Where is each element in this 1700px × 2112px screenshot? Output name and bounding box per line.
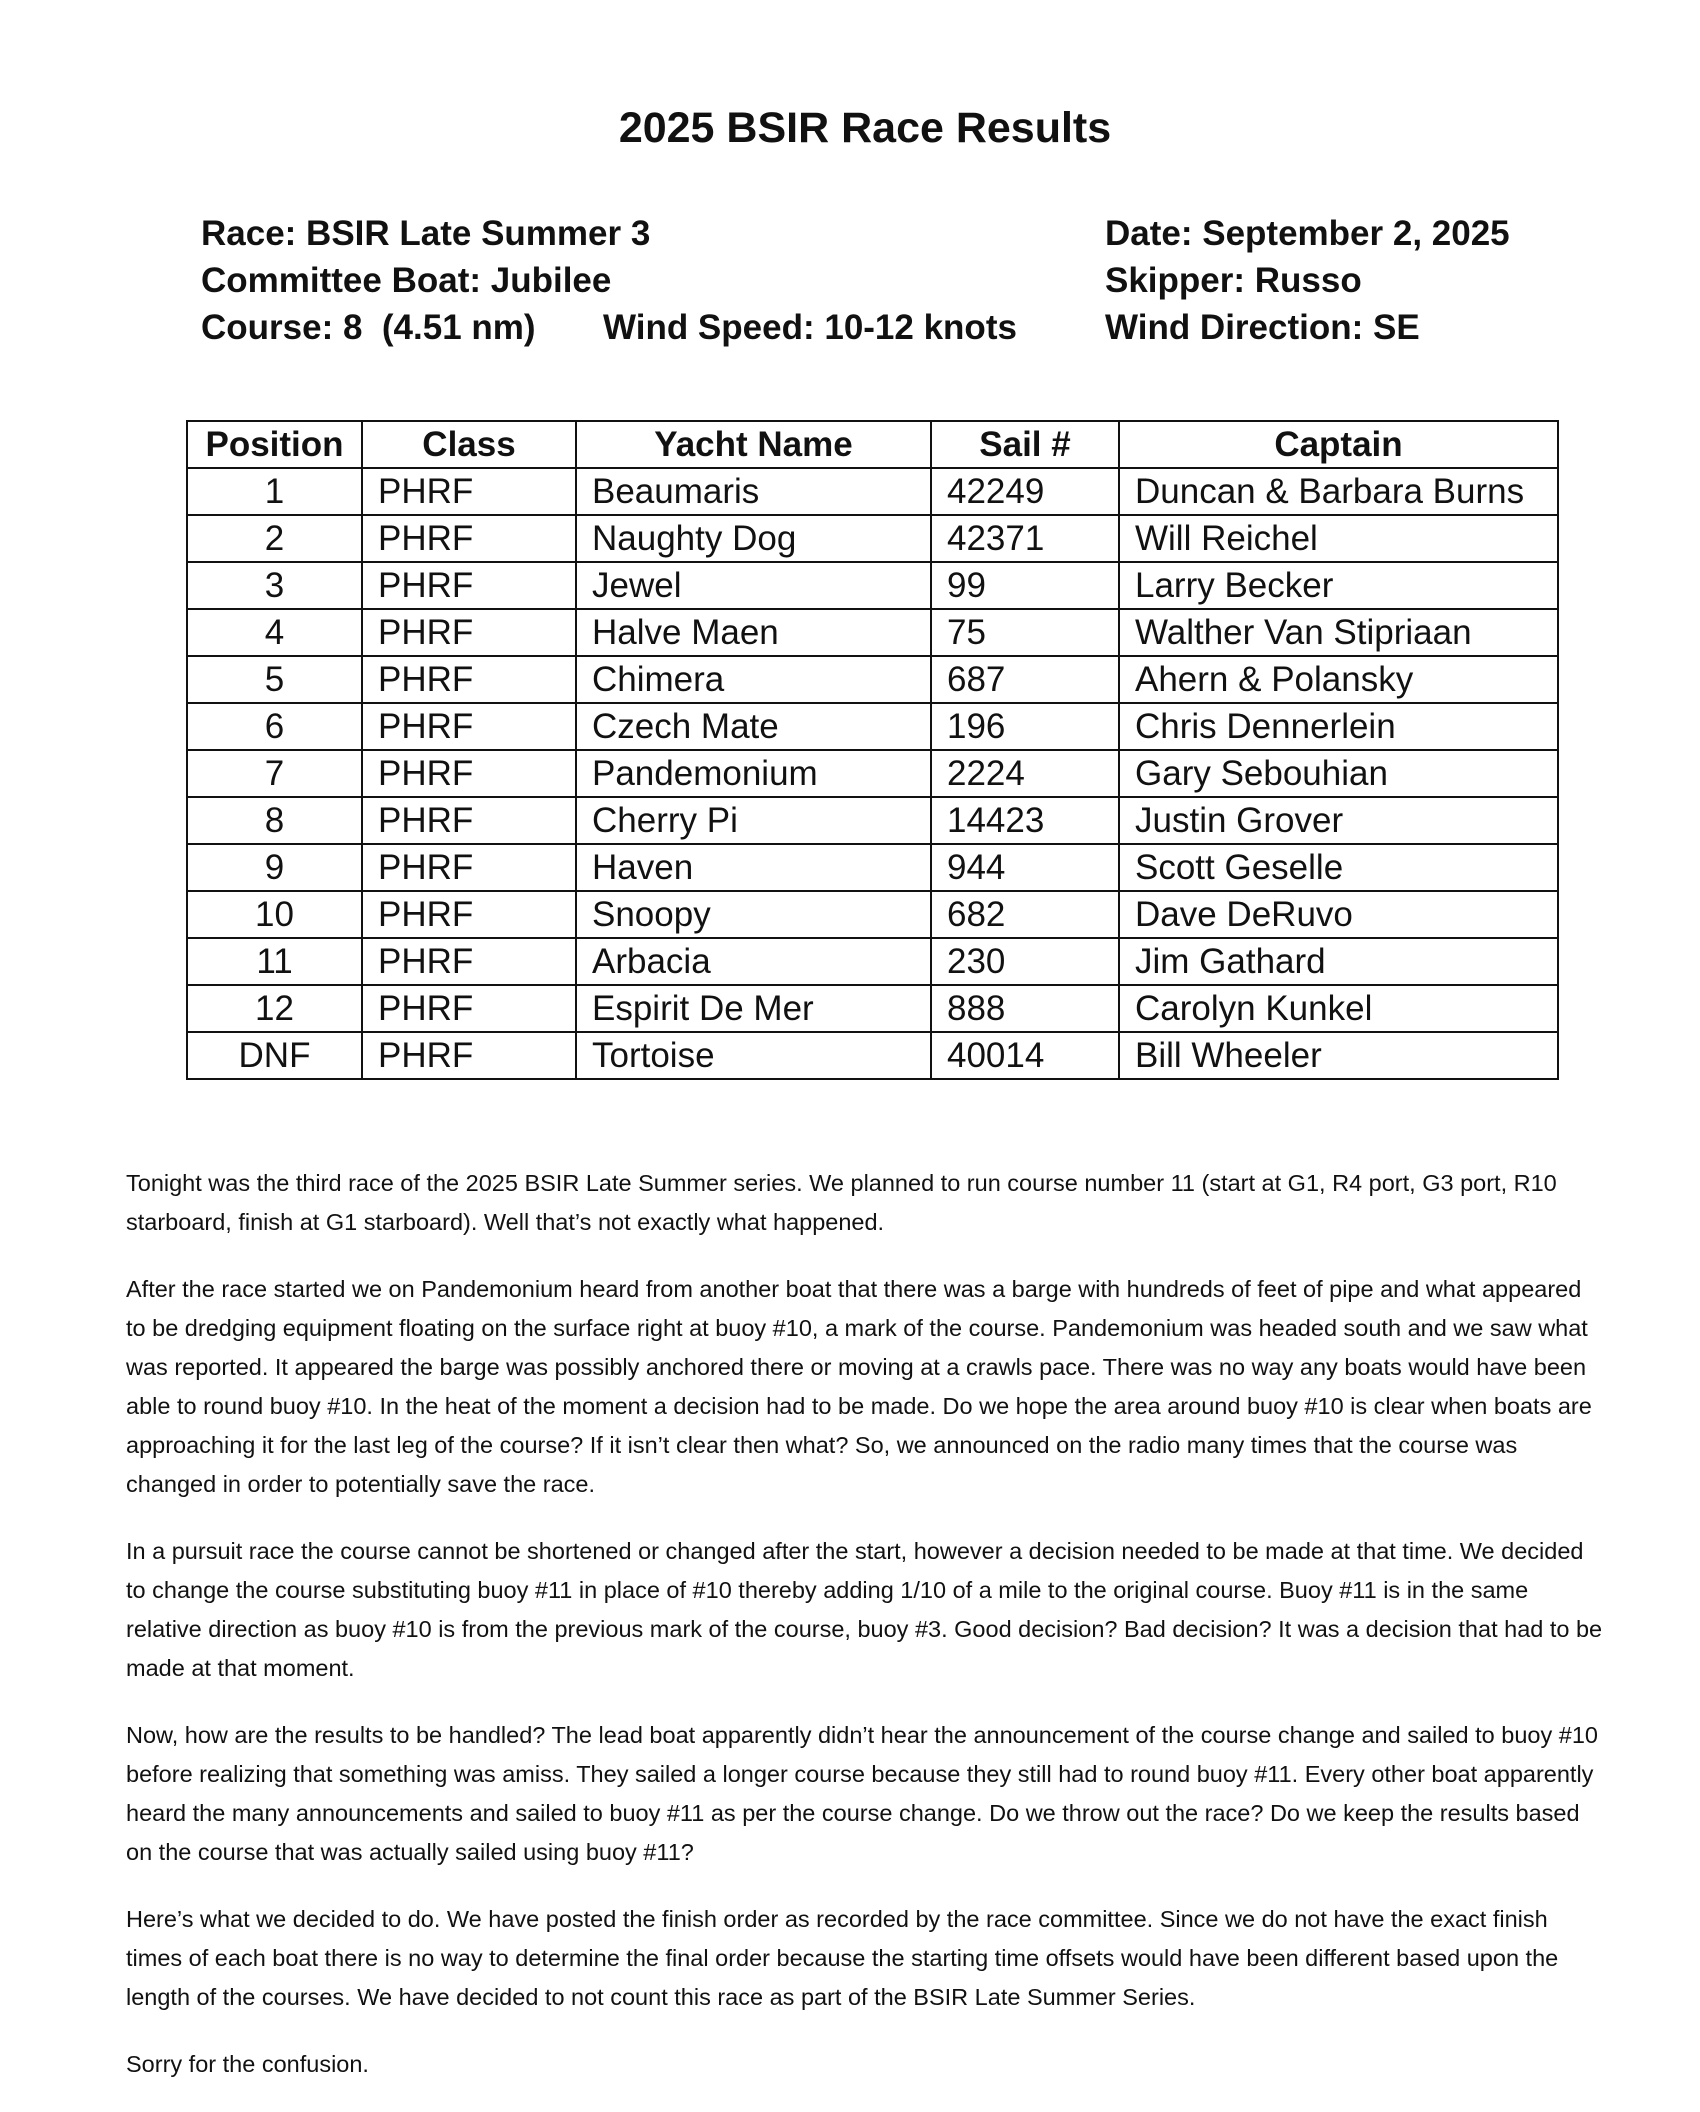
table-row <box>187 844 1558 891</box>
cell-yacht-name: Chimera <box>576 656 931 703</box>
cell-position: 11 <box>187 938 362 985</box>
cell-sail-number: 687 <box>931 656 1119 703</box>
committee-boat: Committee Boat: Jubilee <box>201 261 612 300</box>
cell-captain: Will Reichel <box>1119 515 1558 562</box>
note-paragraph: In a pursuit race the course cannot be shortened or changed after the start, however a decision needed to be made at that time. We decided to change the course substituting buoy #11 in place of #10 thereby adding 1/10 of a mile to the original course. Buoy #11 is in the same relative direction as buoy #10 is from the previous mark of the course, buoy #3. Good decision? Bad decision? It was a decision that had to be made at that moment. <box>126 1538 1603 1681</box>
results-body <box>187 468 1558 1079</box>
header-yacht-name: Yacht Name <box>576 421 931 468</box>
wind-speed: Wind Speed: 10-12 knots <box>603 308 1017 347</box>
cell-class: PHRF <box>362 891 576 938</box>
cell-position: 9 <box>187 844 362 891</box>
page-title: 2025 BSIR Race Results <box>618 104 1112 152</box>
cell-yacht-name: Jewel <box>576 562 931 609</box>
results-table <box>186 420 1559 1080</box>
cell-captain: Larry Becker <box>1119 562 1558 609</box>
cell-position: 7 <box>187 750 362 797</box>
note-paragraph: Tonight was the third race of the 2025 BSIR Late Summer series. We planned to run course number 11 (start at G1, R4 port, G3 port, R10 starboard, finish at G1 starboard). Well that’s not exactly what happened. <box>126 1170 1557 1235</box>
cell-class: PHRF <box>362 703 576 750</box>
race-notes <box>126 1164 1606 2112</box>
cell-captain: Carolyn Kunkel <box>1119 985 1558 1032</box>
cell-class: PHRF <box>362 985 576 1032</box>
cell-sail-number: 230 <box>931 938 1119 985</box>
cell-class: PHRF <box>362 844 576 891</box>
cell-class: PHRF <box>362 468 576 515</box>
cell-class: PHRF <box>362 609 576 656</box>
cell-class: PHRF <box>362 562 576 609</box>
cell-position: DNF <box>187 1032 362 1079</box>
table-row <box>187 703 1558 750</box>
cell-captain: Duncan & Barbara Burns <box>1119 468 1558 515</box>
cell-sail-number: 40014 <box>931 1032 1119 1079</box>
cell-captain: Justin Grover <box>1119 797 1558 844</box>
cell-position: 8 <box>187 797 362 844</box>
table-header-row <box>187 421 1558 468</box>
race-name: Race: BSIR Late Summer 3 <box>201 214 651 253</box>
cell-captain: Jim Gathard <box>1119 938 1558 985</box>
cell-yacht-name: Czech Mate <box>576 703 931 750</box>
table-row <box>187 938 1558 985</box>
table-row <box>187 562 1558 609</box>
table-row <box>187 750 1558 797</box>
race-date: Date: September 2, 2025 <box>1105 214 1510 253</box>
table-row <box>187 797 1558 844</box>
cell-class: PHRF <box>362 938 576 985</box>
cell-captain: Scott Geselle <box>1119 844 1558 891</box>
cell-sail-number: 682 <box>931 891 1119 938</box>
cell-class: PHRF <box>362 1032 576 1079</box>
table-row <box>187 656 1558 703</box>
cell-position: 10 <box>187 891 362 938</box>
cell-sail-number: 2224 <box>931 750 1119 797</box>
note-paragraph: Now, how are the results to be handled? The lead boat apparently didn’t hear the announcement of the course change and sailed to buoy #10 before realizing that something was amiss. They sailed a longer course because they still had to round buoy #11. Every other boat apparently heard the many announcements and sailed to buoy #11 as per the course change. Do we throw out the race? Do we keep the results based on the course that was actually sailed using buoy #11? <box>126 1722 1598 1865</box>
table-row <box>187 891 1558 938</box>
cell-sail-number: 944 <box>931 844 1119 891</box>
cell-position: 1 <box>187 468 362 515</box>
header-sail-number: Sail # <box>931 421 1119 468</box>
cell-yacht-name: Halve Maen <box>576 609 931 656</box>
cell-position: 4 <box>187 609 362 656</box>
header-position: Position <box>187 421 362 468</box>
cell-sail-number: 14423 <box>931 797 1119 844</box>
cell-yacht-name: Snoopy <box>576 891 931 938</box>
cell-yacht-name: Cherry Pi <box>576 797 931 844</box>
note-paragraph: After the race started we on Pandemonium heard from another boat that there was a barge with hundreds of feet of pipe and what appeared to be dredging equipment floating on the surface right at buoy #10, a mark of the course. Pandemonium was headed south and we saw what was reported. It appeared the barge was possibly anchored there or moving at a crawls pace. There was no way any boats would have been able to round buoy #10. In the heat of the moment a decision had to be made. Do we hope the area around buoy #10 is clear when boats are approaching it for the last leg of the course? If it isn’t clear then what? So, we announced on the radio many times that the course was changed in order to potentially save the race. <box>126 1276 1592 1497</box>
cell-captain: Walther Van Stipriaan <box>1119 609 1558 656</box>
cell-yacht-name: Tortoise <box>576 1032 931 1079</box>
table-row <box>187 985 1558 1032</box>
table-row <box>187 515 1558 562</box>
cell-captain: Bill Wheeler <box>1119 1032 1558 1079</box>
cell-captain: Ahern & Polansky <box>1119 656 1558 703</box>
cell-class: PHRF <box>362 515 576 562</box>
cell-class: PHRF <box>362 656 576 703</box>
header-captain: Captain <box>1119 421 1558 468</box>
cell-sail-number: 42371 <box>931 515 1119 562</box>
table-row <box>187 468 1558 515</box>
wind-direction: Wind Direction: SE <box>1105 308 1420 347</box>
cell-position: 6 <box>187 703 362 750</box>
cell-sail-number: 888 <box>931 985 1119 1032</box>
cell-sail-number: 42249 <box>931 468 1119 515</box>
cell-captain: Dave DeRuvo <box>1119 891 1558 938</box>
cell-captain: Gary Sebouhian <box>1119 750 1558 797</box>
cell-sail-number: 75 <box>931 609 1119 656</box>
header-class: Class <box>362 421 576 468</box>
table-row <box>187 609 1558 656</box>
cell-sail-number: 99 <box>931 562 1119 609</box>
cell-position: 12 <box>187 985 362 1032</box>
cell-yacht-name: Pandemonium <box>576 750 931 797</box>
note-closing: Sorry for the confusion. <box>126 2051 369 2077</box>
cell-yacht-name: Arbacia <box>576 938 931 985</box>
cell-position: 2 <box>187 515 362 562</box>
course: Course: 8 (4.51 nm) <box>201 308 536 347</box>
note-paragraph: Here’s what we decided to do. We have posted the finish order as recorded by the race committee. Since we do not have the exact finish times of each boat there is no way to determine the final order because the starting time offsets would have been different based upon the length of the courses. We have decided to not count this race as part of the BSIR Late Summer Series. <box>126 1906 1559 2010</box>
cell-yacht-name: Beaumaris <box>576 468 931 515</box>
cell-position: 3 <box>187 562 362 609</box>
table-row <box>187 1032 1558 1079</box>
skipper: Skipper: Russo <box>1105 261 1362 300</box>
cell-position: 5 <box>187 656 362 703</box>
cell-class: PHRF <box>362 750 576 797</box>
cell-yacht-name: Naughty Dog <box>576 515 931 562</box>
cell-yacht-name: Espirit De Mer <box>576 985 931 1032</box>
cell-sail-number: 196 <box>931 703 1119 750</box>
cell-yacht-name: Haven <box>576 844 931 891</box>
cell-captain: Chris Dennerlein <box>1119 703 1558 750</box>
cell-class: PHRF <box>362 797 576 844</box>
